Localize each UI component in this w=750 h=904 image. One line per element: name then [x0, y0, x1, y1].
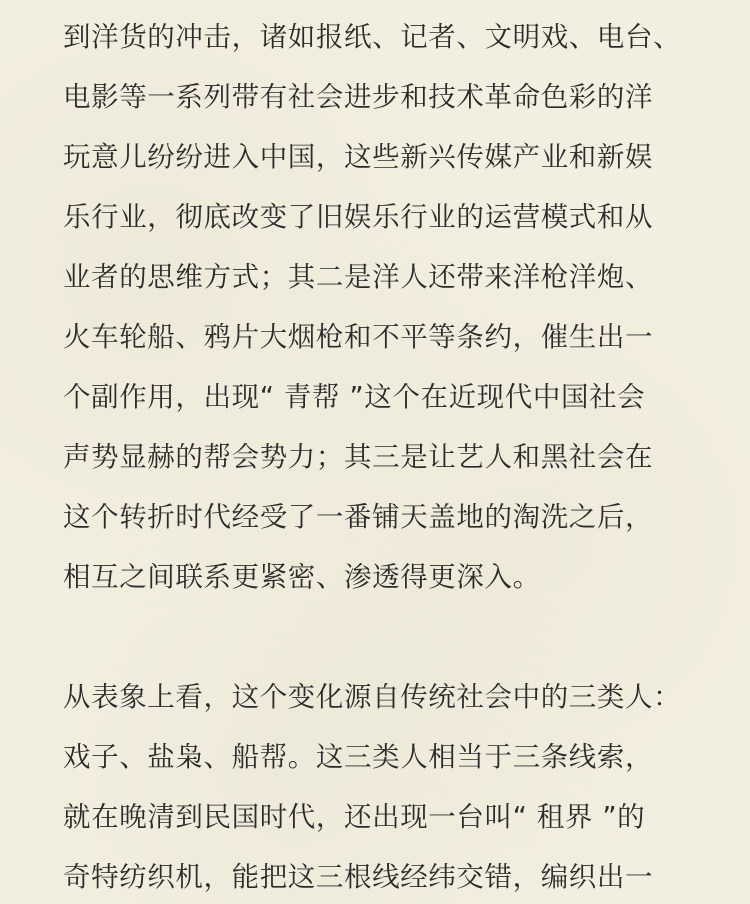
- text-line: 戏子、盐枭、船帮。这三类人相当于三条线索，: [63, 741, 654, 773]
- text-line: 到洋货的冲击，诸如报纸、记者、文明戏、电台、: [63, 21, 682, 53]
- text-line: 奇特纺织机，能把这三根线经纬交错，编织出一: [63, 861, 654, 893]
- text-line: 从表象上看，这个变化源自传统社会中的三类人：: [63, 681, 682, 713]
- text-line: 业者的思维方式；其二是洋人还带来洋枪洋炮、: [63, 261, 654, 293]
- text-line: 个副作用，出现“ 青帮 ”这个在近现代中国社会: [63, 381, 646, 413]
- text-line: 乐行业，彻底改变了旧娱乐行业的运营模式和从: [63, 201, 654, 233]
- text-line: 这个转折时代经受了一番铺天盖地的淘洗之后，: [63, 501, 654, 533]
- text-line: 电影等一系列带有社会进步和技术革命色彩的洋: [63, 81, 654, 113]
- text-line: 火车轮船、鸦片大烟枪和不平等条约，催生出一: [63, 321, 654, 353]
- text-line: 玩意儿纷纷进入中国，这些新兴传媒产业和新娱: [63, 141, 654, 173]
- text-line: 就在晚清到民国时代，还出现一台叫“ 租界 ”的: [63, 801, 646, 833]
- text-line: 相互之间联系更紧密、渗透得更深入。: [63, 561, 541, 593]
- text-line: 声势显赫的帮会势力；其三是让艺人和黑社会在: [63, 441, 654, 473]
